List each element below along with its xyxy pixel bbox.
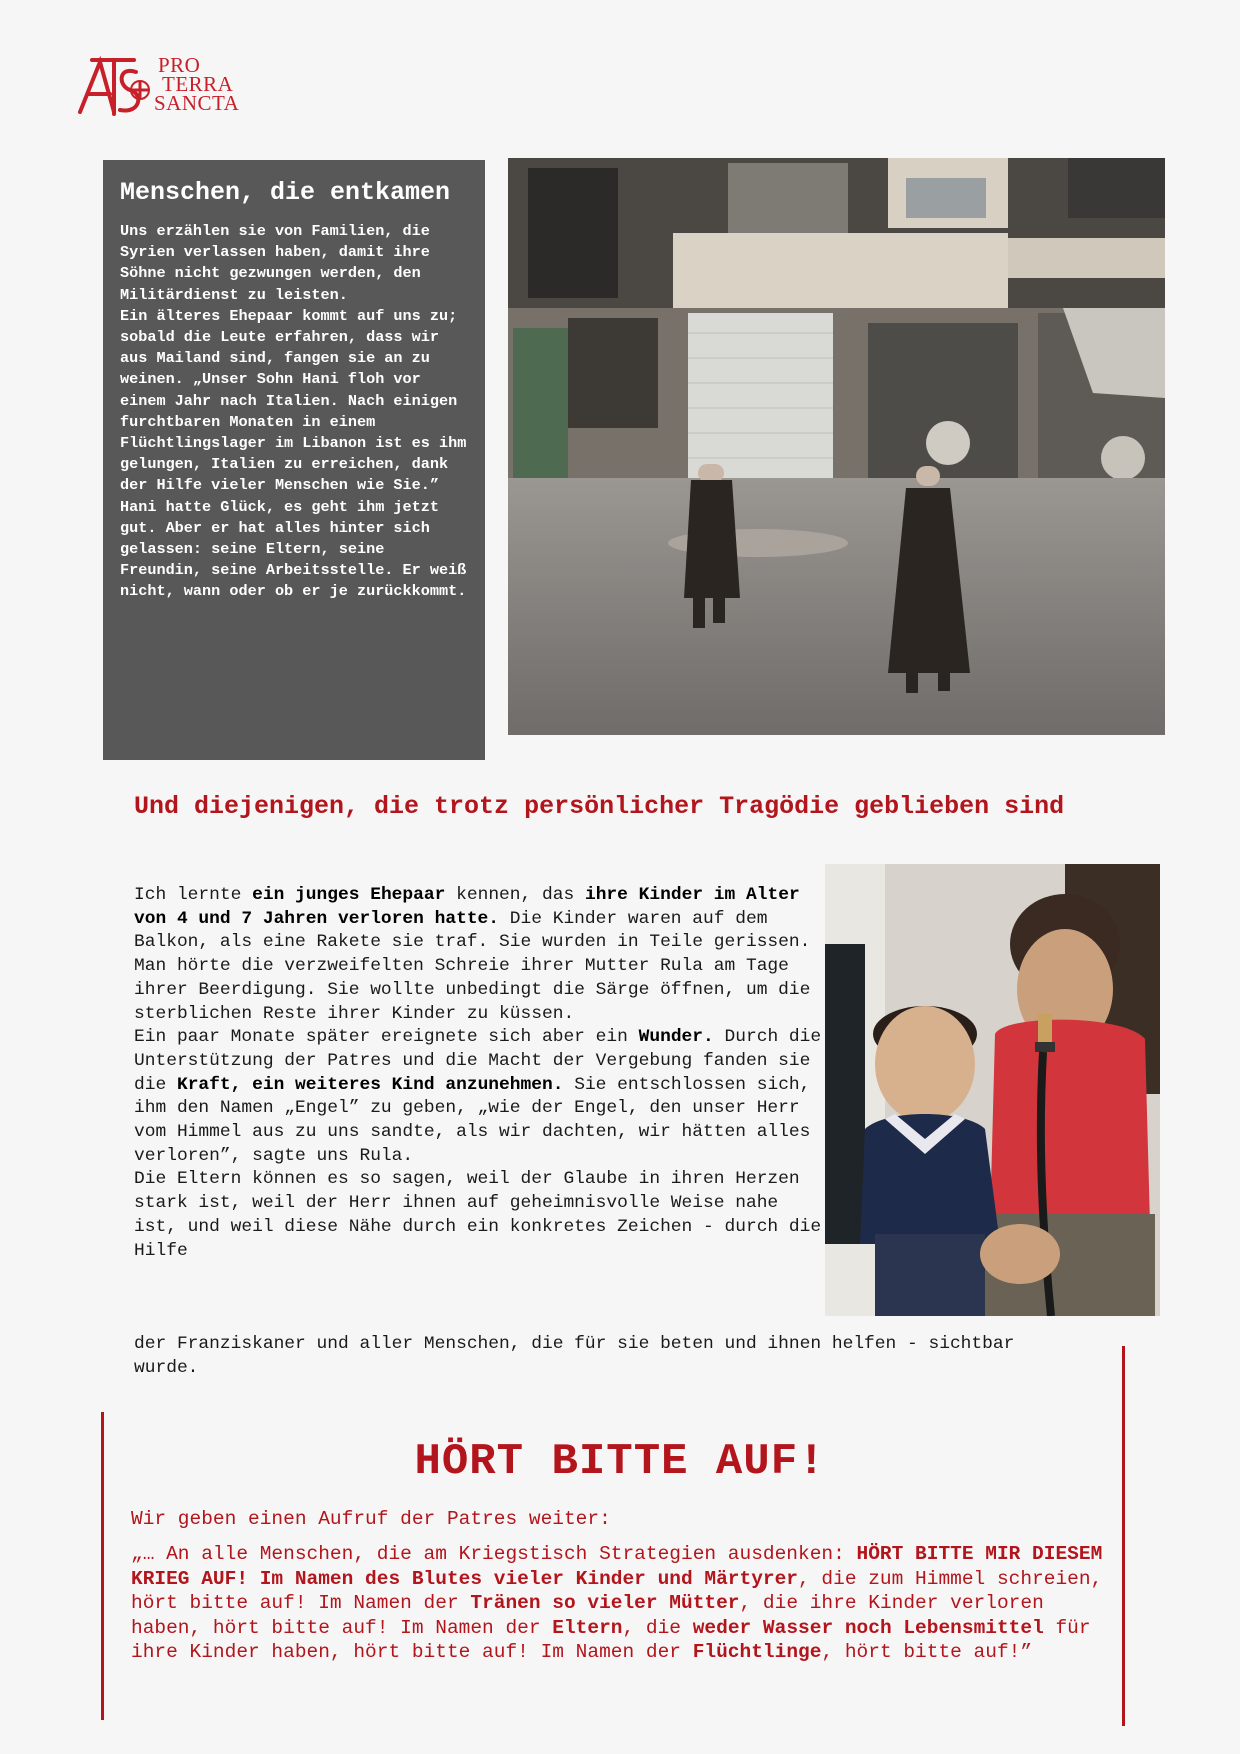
- appeal-quote-run: , die: [622, 1616, 693, 1639]
- logo-line-pro: PRO: [158, 53, 201, 77]
- logo-line-terra: TERRA: [162, 72, 234, 96]
- story-p3-bold: Wunder.: [638, 1027, 714, 1048]
- logo-wordmark: [154, 53, 240, 115]
- story-p3-run: Durch die Unterstützung der Patres und die Macht der Vergebung fanden sie die: [134, 1027, 822, 1095]
- story-paragraph-4-tail: der Franziskaner und aller Menschen, die für sie beten und ihnen helfen - sichtbar wurde.: [134, 1334, 1015, 1378]
- sidebar-body: Uns erzählen sie von Familien, die Syrien verlassen haben, damit ihre Söhne nicht gezwungen werden, den Militärdienst zu leisten. Ein älteres Ehepaar kommt auf uns zu; sobald die Leute erfahren, dass wir aus Mailand sind, fangen sie an zu weinen. „Unser Sohn Hani floh vor einem Jahr nach Italien. Nach einigen furchtbaren Monaten in einem Flüchtlingslager im Libanon ist es ihm gelungen, Italien zu erreichen, dank der Hilfe vieler Menschen wie Sie.” Hani hatte Glück, es geht ihm jetzt gut. Aber er hat alles hinter sich gelassen: seine Eltern, seine Freundin, seine Arbeitsstelle. Er weiß nicht, wann oder ob er je zurückkommt.: [120, 222, 467, 601]
- appeal-quote-bold: weder Wasser noch Lebensmittel: [692, 1616, 1044, 1639]
- story-paragraph-4: Die Eltern können es so sagen, weil der Glaube in ihren Herzen stark ist, weil der Herr ihnen auf geheimnisvolle Weise nahe ist, und weil diese Nähe durch ein konkretes Zeichen - durch die Hilfe: [134, 1169, 822, 1261]
- section-heading-stayed: Und diejenigen, die trotz persönlicher Tragödie geblieben sind: [134, 792, 1065, 821]
- appeal-quote: [131, 1542, 1121, 1665]
- appeal-quote-run: für ihre Kinder haben, hört bitte auf! Im Namen der: [131, 1616, 1091, 1663]
- appeal-quote-run: , hört bitte auf!”: [821, 1641, 1033, 1663]
- ats-monogram-icon: [74, 52, 160, 122]
- sidebar-box-escaped: [103, 160, 485, 760]
- story-text: [134, 884, 824, 1263]
- photo-two-boys: [825, 864, 1160, 1316]
- story-p1-bold: ihre Kinder im Alter von 4 und 7 Jahren verloren hatte.: [134, 885, 800, 929]
- sidebar-title: Menschen, die entkamen: [120, 178, 451, 207]
- appeal-title: HÖRT BITTE AUF!: [414, 1437, 826, 1487]
- appeal-quote-run: , die zum Himmel schreien, hört bitte auf! Im Namen der: [131, 1567, 1103, 1614]
- pro-terra-sancta-logo: [74, 52, 264, 124]
- story-paragraph-1: [134, 884, 824, 955]
- appeal-quote-bold: Tränen so vieler Mütter: [470, 1592, 740, 1614]
- story-p3-bold: Kraft, ein weiteres Kind anzunehmen.: [176, 1074, 564, 1095]
- appeal-quote-bold: Flüchtlinge: [692, 1641, 822, 1663]
- appeal-quote-bold: Eltern: [552, 1616, 623, 1639]
- appeal-quote-run: „… An alle Menschen, die am Kriegstisch Strategien ausdenken:: [131, 1543, 857, 1565]
- appeal-border-right: [1122, 1346, 1125, 1726]
- appeal-quote-run: , die ihre Kinder verloren haben, hört bitte auf! Im Namen der: [131, 1592, 1044, 1639]
- story-p1-run: Die Kinder waren auf dem Balkon, als eine Rakete sie traf. Sie wurden in Teile gerissen.: [134, 908, 811, 953]
- appeal-intro: Wir geben einen Aufruf der Patres weiter:: [131, 1508, 611, 1530]
- story-paragraph-3: [134, 1026, 824, 1168]
- story-paragraph-2: Man hörte die verzweifelten Schreie ihrer Mutter Rula am Tage ihrer Beerdigung. Sie wollte unbedingt die Särge öffnen, um die sterblichen Reste ihrer Kinder zu küssen.: [134, 956, 811, 1024]
- photo-friars-in-ruined-street: [508, 158, 1165, 735]
- story-p1-bold: ein junges Ehepaar: [252, 885, 446, 905]
- story-p3-run: Ein paar Monate später ereignete sich aber ein: [134, 1027, 639, 1048]
- story-p1-run: Ich lernte: [134, 885, 253, 905]
- story-p3-run: Sie entschlossen sich, ihm den Namen „Engel” zu geben, „wie der Engel, den unser Herr vom Himmel aus zu uns sandte, als wir dachten, wir hätten alles verloren”, sagte uns Rula.: [134, 1074, 811, 1166]
- logo-line-sancta: SANCTA: [154, 91, 240, 115]
- appeal-quote-bold: HÖRT BITTE MIR DIESEM KRIEG AUF! Im Namen des Blutes vieler Kinder und Märtyrer: [131, 1543, 1103, 1590]
- story-p1-run: kennen, das: [445, 885, 585, 905]
